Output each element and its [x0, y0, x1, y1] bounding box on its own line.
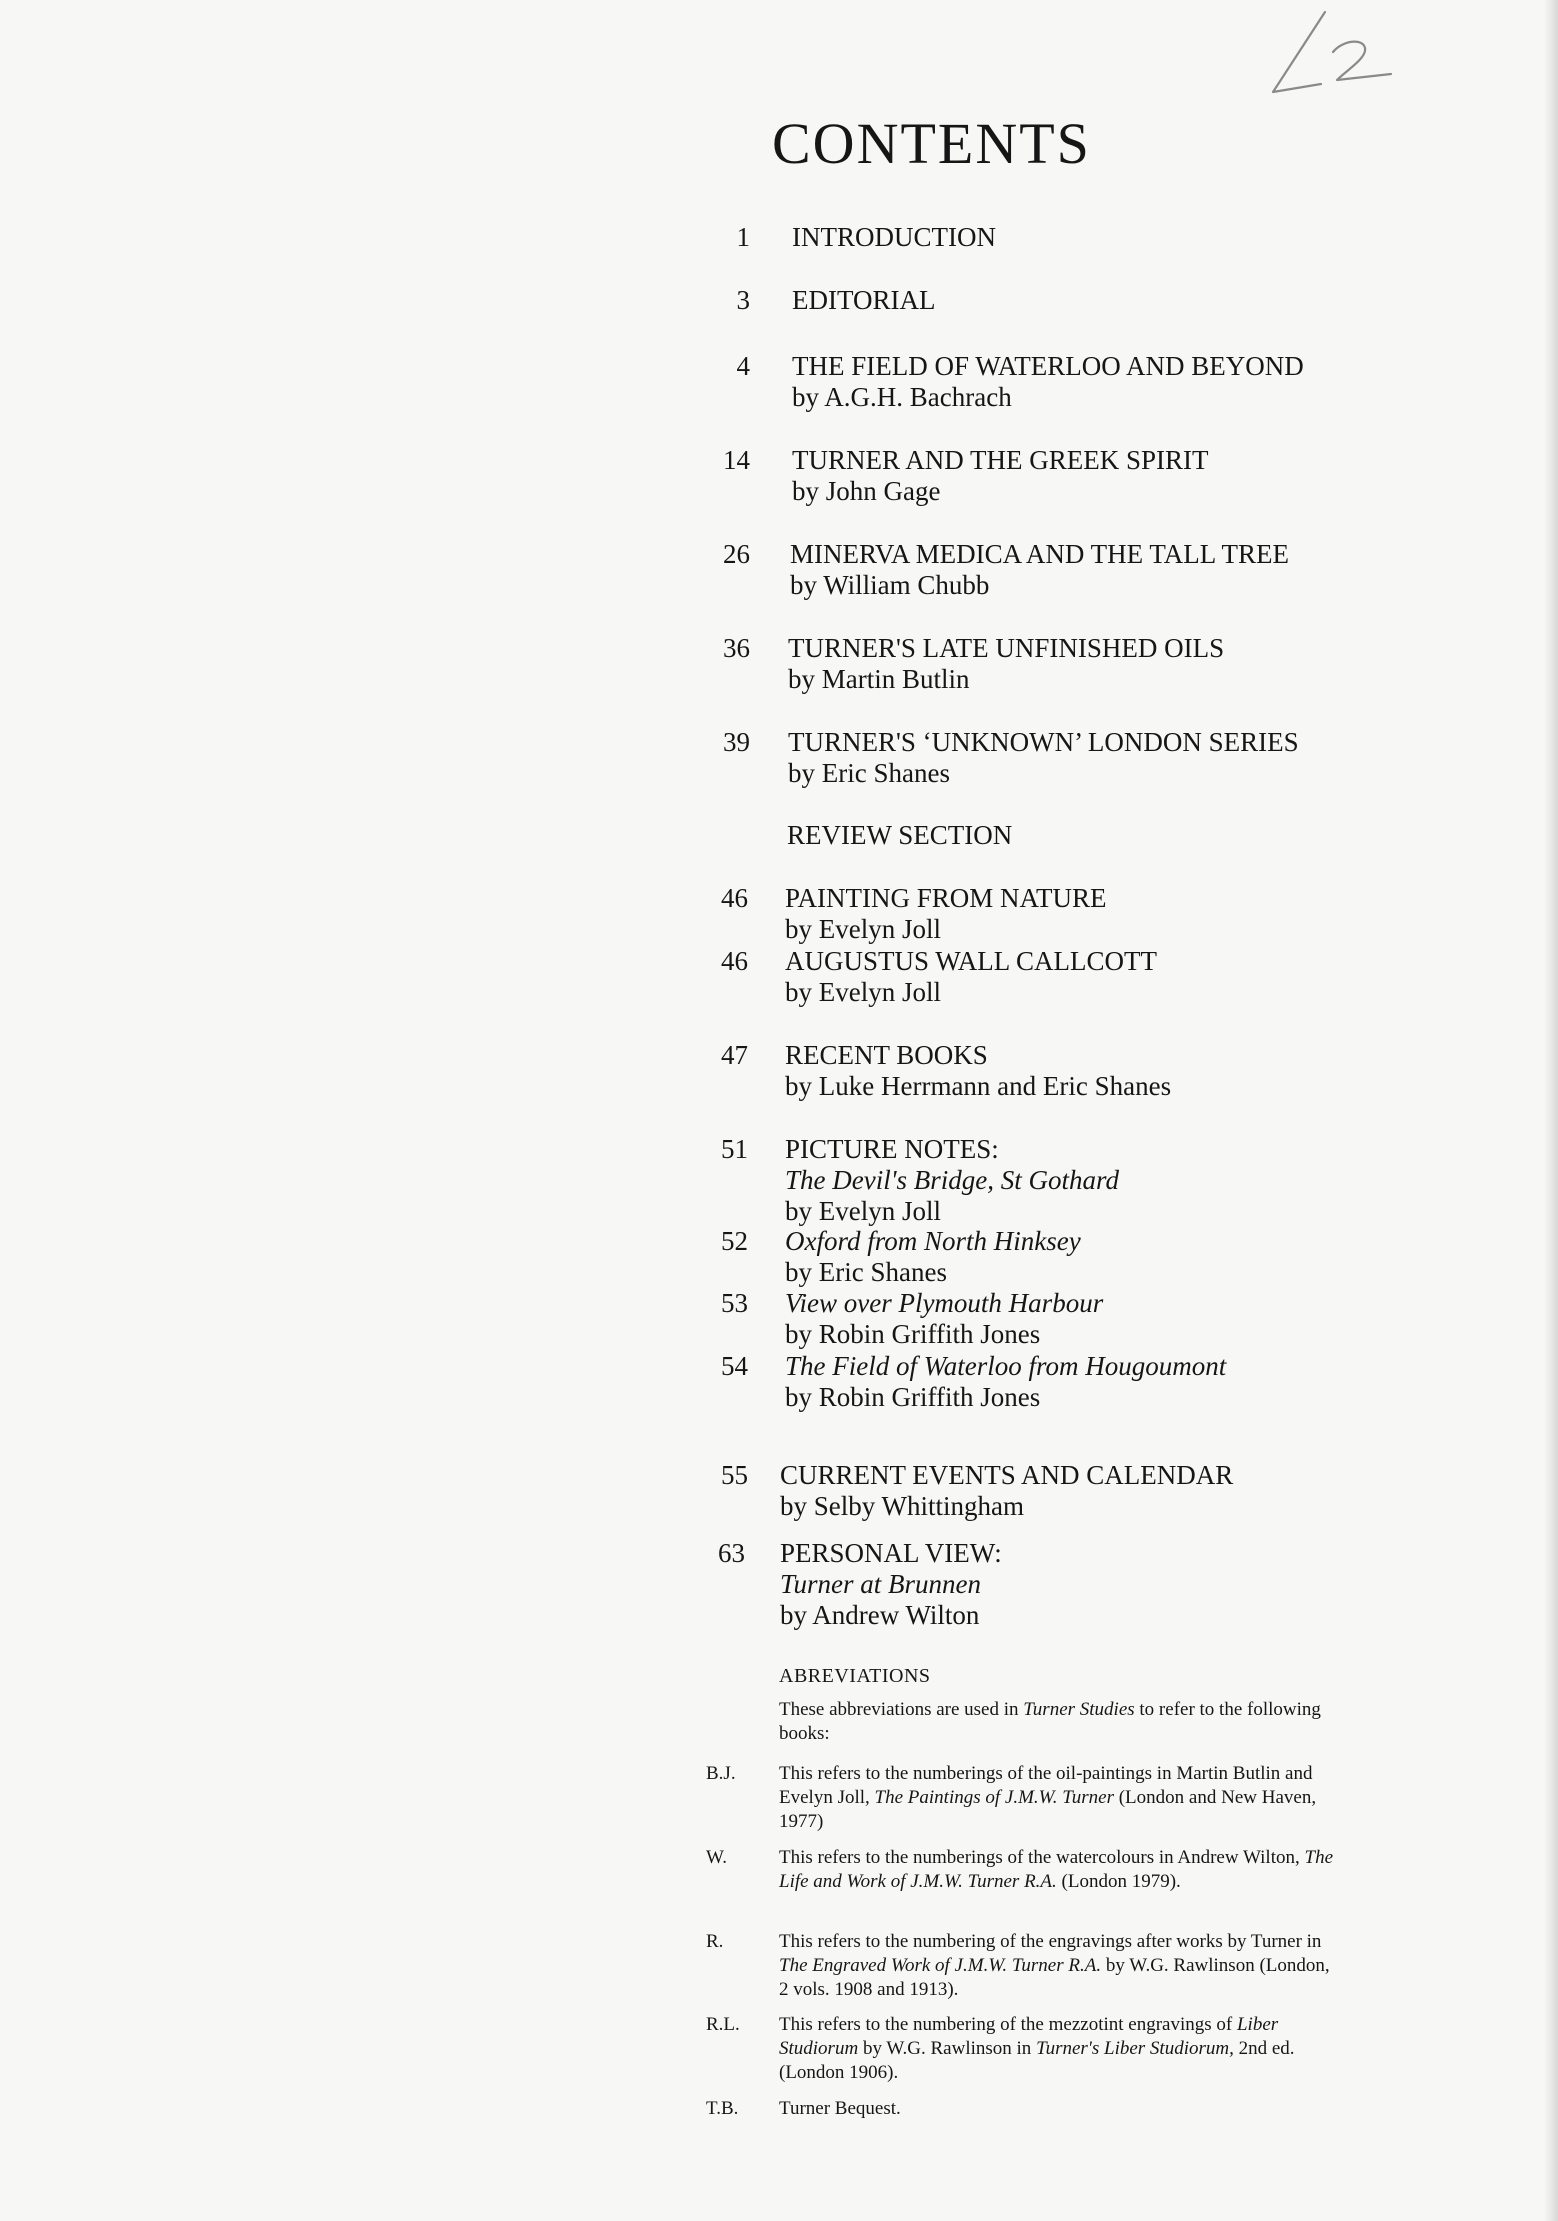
- toc-entry-title: [785, 1288, 1103, 1319]
- toc-page-number: 53: [721, 1288, 748, 1318]
- toc-entry-subline: [792, 476, 1209, 507]
- text-run: PAINTING FROM NATURE: [785, 883, 1107, 913]
- toc-entry-text: [785, 883, 1107, 945]
- toc-entry-text: [780, 1538, 1002, 1631]
- toc-entry-subline: [785, 1165, 1119, 1196]
- italic-title-text: The Life and Work of J.M.W. Turner R.A.: [779, 1847, 1333, 1892]
- text-run: TURNER'S ‘UNKNOWN’ LONDON SERIES: [788, 727, 1299, 757]
- page-title: CONTENTS: [772, 111, 1091, 176]
- abbreviation-code: R.: [706, 1931, 724, 1952]
- abbreviation-code: W.: [706, 1847, 727, 1868]
- text-run: by Luke Herrmann and Eric Shanes: [785, 1071, 1172, 1101]
- abbreviation-description: [779, 2013, 1339, 2085]
- text-run: by Evelyn Joll: [785, 1196, 941, 1226]
- text-run: 2nd ed. (London 1906).: [779, 2038, 1295, 2083]
- text-run: TURNER AND THE GREEK SPIRIT: [792, 445, 1209, 475]
- toc-entry-subline: [780, 1569, 1002, 1600]
- toc-entry-subline: [785, 1196, 1119, 1227]
- toc-entry-subline: [785, 1319, 1103, 1350]
- toc-entry-text: [785, 1351, 1226, 1413]
- text-run: These abbreviations are used in: [779, 1699, 1024, 1720]
- abbreviations-intro: [779, 1698, 1339, 1746]
- toc-entry-text: [787, 820, 1012, 851]
- toc-entry-text: [788, 727, 1299, 789]
- toc-entry-title: [785, 883, 1107, 914]
- toc-entry-subline: [790, 570, 1289, 601]
- italic-title-text: The Engraved Work of J.M.W. Turner R.A.: [779, 1955, 1102, 1976]
- abbreviation-code: R.L.: [706, 2014, 740, 2035]
- toc-page-number: 1: [736, 222, 750, 252]
- toc-entry-title: [792, 222, 996, 253]
- toc-entry-text: [792, 445, 1209, 507]
- text-run: EDITORIAL: [792, 285, 936, 315]
- toc-page-number: 4: [736, 351, 750, 381]
- text-run: by Selby Whittingham: [780, 1491, 1024, 1521]
- italic-title-text: The Paintings of J.M.W. Turner: [874, 1787, 1114, 1808]
- toc-entry-subline: [780, 1491, 1233, 1522]
- toc-entry-subline: [788, 664, 1224, 695]
- toc-entry-subline: [785, 1257, 1081, 1288]
- text-run: PERSONAL VIEW:: [780, 1538, 1002, 1568]
- text-run: AUGUSTUS WALL CALLCOTT: [785, 946, 1157, 976]
- toc-entry-title: [785, 946, 1157, 977]
- toc-page-number: 47: [721, 1040, 748, 1070]
- text-run: to refer to the following books:: [779, 1699, 1321, 1744]
- toc-page-number: 14: [723, 445, 750, 475]
- toc-entry-subline: [785, 977, 1157, 1008]
- toc-page-number: 39: [723, 727, 750, 757]
- toc-entry-text: [788, 633, 1224, 695]
- text-run: by W.G. Rawlinson (London, 2 vols. 1908 and 1913).: [779, 1955, 1330, 2000]
- italic-title-text: Turner Studies: [1023, 1699, 1135, 1720]
- text-run: This refers to the numberings of the oil-paintings in Martin Butlin and Evelyn Joll,: [779, 1763, 1313, 1808]
- toc-entry-title: [785, 1134, 1119, 1165]
- text-run: MINERVA MEDICA AND THE TALL TREE: [790, 539, 1289, 569]
- italic-title-text: Turner at Brunnen: [780, 1569, 982, 1599]
- toc-page-number: 51: [721, 1134, 748, 1164]
- text-run: This refers to the numberings of the watercolours in Andrew Wilton,: [779, 1847, 1305, 1868]
- toc-page-number: 52: [721, 1226, 748, 1256]
- toc-entry-subline: [785, 1382, 1226, 1413]
- text-run: CURRENT EVENTS AND CALENDAR: [780, 1460, 1234, 1490]
- italic-title-text: The Field of Waterloo from Hougoumont: [785, 1351, 1227, 1381]
- text-run: by A.G.H. Bachrach: [792, 382, 1012, 412]
- toc-entry-subline: [785, 1071, 1171, 1102]
- toc-entry-text: [785, 1226, 1081, 1288]
- page-edge-shadow: [1544, 0, 1558, 2221]
- text-run: by John Gage: [792, 476, 941, 506]
- toc-page-number: 26: [723, 539, 750, 569]
- text-run: This refers to the numbering of the engravings after works by Turner in: [779, 1931, 1322, 1952]
- text-run: PICTURE NOTES:: [785, 1134, 999, 1164]
- toc-entry-title: [792, 351, 1304, 382]
- toc-entry-title: [792, 285, 935, 316]
- toc-entry-text: [785, 1134, 1119, 1227]
- abbreviation-description: [779, 1762, 1339, 1834]
- toc-entry-text: [792, 285, 935, 316]
- abbreviations-heading: ABREVIATIONS: [779, 1665, 931, 1687]
- toc-entry-text: [792, 351, 1304, 413]
- text-run: by Eric Shanes: [785, 1257, 947, 1287]
- abbreviation-description: [779, 1846, 1339, 1894]
- italic-title-text: Liber Studiorum: [779, 2014, 1279, 2059]
- text-run: by Robin Griffith Jones: [785, 1382, 1041, 1412]
- toc-entry-title: [788, 633, 1224, 664]
- toc-entry-text: [780, 1460, 1233, 1522]
- text-run: RECENT BOOKS: [785, 1040, 988, 1070]
- text-run: This refers to the numbering of the mezzotint engravings of: [779, 2014, 1237, 2035]
- text-run: by Evelyn Joll: [785, 977, 941, 1007]
- toc-entry-title: [790, 539, 1289, 570]
- toc-page-number: 46: [721, 883, 748, 913]
- toc-page-number: 36: [723, 633, 750, 663]
- text-run: by W.G. Rawlinson in: [858, 2038, 1037, 2059]
- text-run: REVIEW SECTION: [787, 820, 1013, 850]
- toc-entry-subline: [785, 914, 1107, 945]
- text-run: (London 1979).: [1056, 1871, 1181, 1892]
- toc-entry-text: [785, 1040, 1171, 1102]
- abbreviation-description: [779, 1930, 1339, 2002]
- text-run: TURNER'S LATE UNFINISHED OILS: [788, 633, 1225, 663]
- toc-entry-subline: [788, 758, 1299, 789]
- italic-title-text: Turner's Liber Studiorum,: [1036, 2038, 1234, 2059]
- toc-entry-title: [780, 1538, 1002, 1569]
- italic-title-text: View over Plymouth Harbour: [785, 1288, 1104, 1318]
- toc-entry-text: [790, 539, 1289, 601]
- text-run: by Evelyn Joll: [785, 914, 941, 944]
- text-run: Turner Bequest.: [779, 2098, 901, 2119]
- abbreviation-code: T.B.: [706, 2098, 739, 2119]
- toc-entry-title: [785, 1351, 1226, 1382]
- italic-title-text: The Devil's Bridge, St Gothard: [785, 1165, 1119, 1195]
- toc-entry-text: [785, 1288, 1103, 1350]
- handwritten-page-number: [1225, 8, 1405, 108]
- toc-page-number: 46: [721, 946, 748, 976]
- toc-entry-title: [788, 727, 1299, 758]
- text-run: by Martin Butlin: [788, 664, 970, 694]
- text-run: by Robin Griffith Jones: [785, 1319, 1041, 1349]
- abbreviation-code: B.J.: [706, 1763, 736, 1784]
- text-run: by Eric Shanes: [788, 758, 950, 788]
- toc-page-number: 3: [736, 285, 750, 315]
- italic-title-text: Oxford from North Hinksey: [785, 1226, 1081, 1256]
- toc-entry-subline: [780, 1600, 1002, 1631]
- text-run: by William Chubb: [790, 570, 990, 600]
- toc-page-number: 63: [718, 1538, 745, 1568]
- text-run: by Andrew Wilton: [780, 1600, 980, 1630]
- toc-entry-text: [785, 946, 1157, 1008]
- abbreviation-description: [779, 2097, 1339, 2121]
- text-run: THE FIELD OF WATERLOO AND BEYOND: [792, 351, 1304, 381]
- toc-page-number: 55: [721, 1460, 748, 1490]
- toc-entry-title: [785, 1040, 1171, 1071]
- toc-entry-title: [787, 820, 1012, 851]
- toc-entry-title: [792, 445, 1209, 476]
- toc-entry-text: [792, 222, 996, 253]
- toc-page-number: 54: [721, 1351, 748, 1381]
- text-run: INTRODUCTION: [792, 222, 996, 252]
- text-run: (London and New Haven, 1977): [779, 1787, 1317, 1832]
- toc-entry-title: [785, 1226, 1081, 1257]
- toc-entry-title: [780, 1460, 1233, 1491]
- toc-entry-subline: [792, 382, 1304, 413]
